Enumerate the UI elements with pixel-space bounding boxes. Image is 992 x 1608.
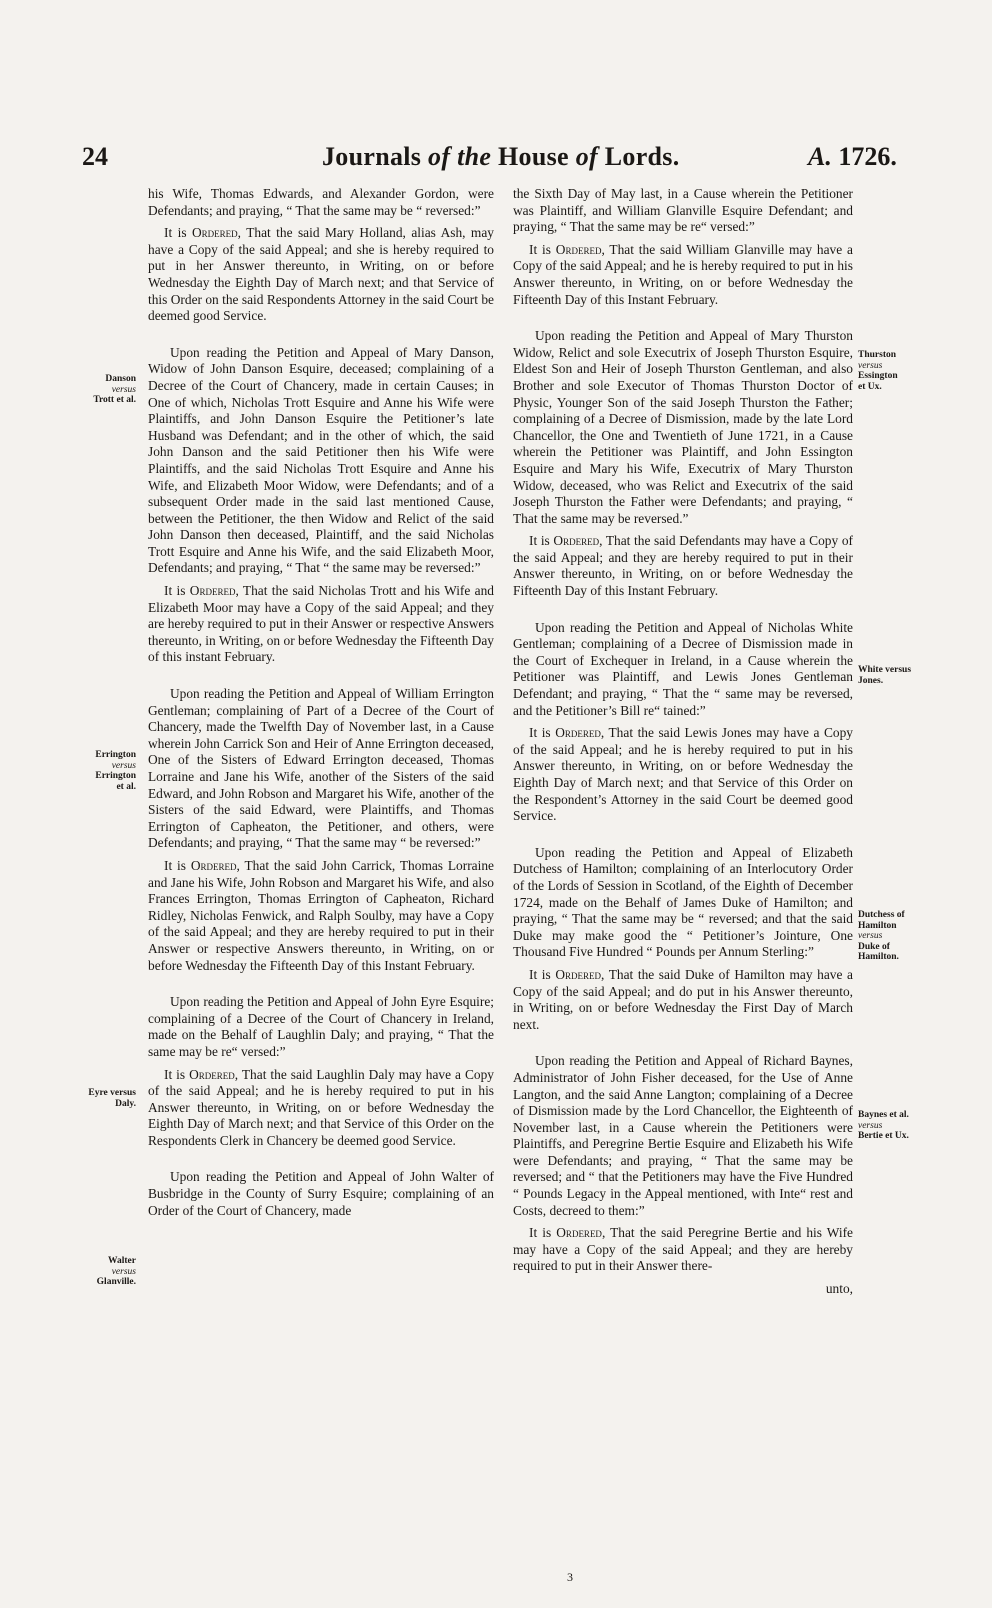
margin-line: Jones. [858,675,884,686]
margin-line: Daly. [115,1098,136,1109]
margin-line: Eyre versus [88,1088,136,1098]
order-lead: It is [529,1225,552,1241]
title-word: Journals [322,142,422,171]
order-text: , That the said Defendants may have a Copy of the said Appeal; and they are hereby required to put in their Answer thereunto, in Writing, on or before Wednesday the Fifteenth Day of this Instant February. [513,533,853,599]
margin-note-hamilton [858,910,922,963]
margin-note-baynes [858,1110,922,1142]
margin-line: Glanville. [96,1277,136,1287]
margin-line: Thurston [858,350,897,360]
margin-line: et Ux. [858,381,882,392]
margin-line: et al. [116,781,136,792]
order-lead: It is [164,1066,186,1082]
order-lead: It is [529,241,551,257]
page-number: 24 [82,142,108,171]
margin-line: Dutchess of [858,910,905,920]
margin-line: Walter [108,1256,136,1266]
ordered-word: Ordered [553,533,600,549]
order-paragraph [513,1225,853,1275]
margin-line: White versus [858,665,912,675]
order-text: , That the said Duke of Hamilton may have a Copy of the said Appeal; and do put in his Answer thereunto, in Writing, on or before Wednesday the First Day of March next. [513,966,853,1032]
title-word: of [575,142,598,171]
margin-line: Trott et al. [93,395,136,405]
ordered-word: Ordered [555,241,602,257]
order-paragraph [513,725,853,825]
ordered-word: Ordered [556,1225,602,1241]
ordered-word: Ordered [189,1066,235,1082]
order-lead: It is [529,533,550,549]
catchword: unto, [825,1281,853,1297]
left-column [148,186,494,1225]
order-text: , That the said John Carrick, Thomas Lorraine and Jane his Wife, John Robson and Margaret his Wife, and also Frances Errington, Thomas Errington of Capheaton, Richard Ridley, Nicholas Fenwick, and Ralph Soulby, may have a Copy of the said Appeal; and they are hereby required to put in their Answer or respective Answers thereunto, in Writing, on or before Wednesday the Fifteenth Day of this Instant February. [148,857,494,973]
margin-line: Hamilton [858,920,897,931]
petition-eyre: Upon reading the Petition and Appeal of John Eyre Esquire; complaining of a Decree of the Court of Chancery in Ireland, made on the Behalf of Laughlin Daly; and praying, “ That the same may be re“ versed:” [148,994,494,1059]
order-paragraph [513,967,853,1033]
margin-line: versus [111,760,136,771]
order-text: , That the said Laughlin Daly may have a Copy of the said Appeal; and he is hereby required to put in his Answer thereunto, in Writing, on or before Wednesday the Eighth Day of March next; and that Service of this Order on the Respondents Clerk in Chancery be deemed good Service. [148,1066,494,1148]
petition-errington: Upon reading the Petition and Appeal of William Errington Gentleman; complaining of Part of a Decree of the Court of Chancery, made the Twelfth Day of November last, in a Cause wherein John Carrick Son and Heir of Anne Errington deceased, One of the Sisters of Edward Errington deceased, Thomas Lorraine and Jane his Wife, another of the Sisters of the said Edward, and John Robson and Margaret his Wife, another of the Sisters of the said Edward, were Plaintiffs, and Thomas Errington of Capheaton, the Petitioner, and others, were Defendants; and praying, “ That the same may “ be reversed:” [148,686,494,851]
petition-thurston: Upon reading the Petition and Appeal of Mary Thurston Widow, Relict and sole Executrix of Joseph Thurston Esquire, Eldest Son and Heir of Joseph Thurston Gentleman, and also Brother and sole Executor of Thomas Thurston Doctor of Physic, Younger Son of the said Joseph Thurston the Father; complaining of a Decree of Dismission, made by the late Lord Chancellor, the One and Twentieth of June 1721, in a Cause wherein the Petitioner was Plaintiff, and John Essington Esquire and Mary his Wife, Executrix of Mary Thurston Widow, deceased, who was Relict and Executrix of the said Joseph Thurston the Father were Defendants; and praying, “ That the same may be reversed.” [513,328,853,526]
year-value: 1726. [838,142,897,171]
ordered-word: Ordered [189,583,236,599]
ordered-word: Ordered [555,725,601,741]
order-lead: It is [529,725,551,741]
margin-line: Bertie et Ux. [858,1131,909,1141]
signature-mark: 3 [567,1570,573,1584]
margin-note-white [858,665,922,686]
order-text: , That the said Nicholas Trott and his Wife and Elizabeth Moor may have a Copy of the said Appeal; and they are hereby required to put in their Answer or respective Answers thereunto, in Writing, on or before Wednesday the Fifteenth Day of this instant February. [148,583,494,665]
order-text: , That the said Mary Holland, alias Ash, may have a Copy of the said Appeal; and she is hereby required to put in her Answer thereunto, in Writing, on or before Wednesday the Eighth Day of March next; and that Service of this Order on the said Respondents Attorney in the said Court be deemed good Service. [148,225,494,324]
order-paragraph [148,1067,494,1150]
margin-line: Hamilton. [858,952,899,962]
order-paragraph [513,533,853,599]
petition-hamilton: Upon reading the Petition and Appeal of Elizabeth Dutchess of Hamilton; complaining of an Interlocutory Order of the Lords of Session in Scotland, of the Eighth of December 1724, made on the Behalf of James Duke of Hamilton; and praying, “ That the same may be “ reversed; and that the said Duke may make good the “ Petitioner’s Jointure, One Thousand Five Hundred “ Pounds per Annum Sterling:” [513,844,853,960]
margin-line: Duke of [858,941,890,952]
right-column [513,186,853,1304]
order-paragraph [148,583,494,666]
ordered-word: Ordered [555,966,601,982]
margin-line: versus [858,1120,883,1131]
petition-white: Upon reading the Petition and Appeal of Nicholas White Gentleman; complaining of a Decree of Dismission made in the Court of Exchequer in Ireland, in a Cause wherein the Petitioner was Plaintiff, and Lewis Jones Gentleman Defendant; and praying, “ That the “ same may be reversed, and the Petitioner’s Bill re“ tained:” [513,619,853,718]
margin-note-walter [70,1256,136,1288]
order-paragraph [513,242,853,308]
margin-line: versus [858,360,883,371]
order-lead: It is [164,857,186,873]
year-heading [808,142,897,172]
margin-note-eyre [70,1088,136,1109]
title-word: Lords. [604,142,680,171]
order-paragraph [148,858,494,974]
margin-note-errington [70,750,136,792]
running-title [322,142,680,172]
title-word: of [428,142,451,171]
margin-line: Errington [95,750,136,760]
title-word: House [498,142,569,171]
margin-line: Baynes et al. [858,1110,909,1120]
order-lead: It is [529,966,551,982]
margin-line: Essington [858,371,898,381]
order-text: , That the said William Glanville may have a Copy of the said Appeal; and he is hereby required to put in his Answer thereunto, in Writing, on or before Wednesday the Fifteenth Day of this Instant February. [513,241,853,307]
title-word: the [457,142,492,171]
order-text: , That the said Lewis Jones may have a Copy of the said Appeal; and he is hereby required to put in his Answer thereunto, in Writing, on or before Wednesday the Eighth Day of March next; and that Service of this Order on the Respondent’s Attorney in the said Court be deemed good Service. [513,725,853,824]
order-paragraph [148,225,494,325]
petition-baynes: Upon reading the Petition and Appeal of Richard Baynes, Administrator of John Fisher deceased, for the Use of Anne Langton, and the said Anne Langton; complaining of a Decree of Dismission made by the Lord Chancellor, the Eighteenth of November last, in a Cause wherein the Petitioners were Plaintiffs, and Peregrine Bertie Esquire and Elizabeth his Wife were Defendants; and praying, “ That the same may be reversed; and “ that the Petitioners may have the Five Hundred “ Pounds Legacy in the Appeal mentioned, with Inte“ rest and Costs, decreed to them:” [513,1053,853,1218]
margin-line: versus [111,384,136,395]
petition-danson: Upon reading the Petition and Appeal of Mary Danson, Widow of John Danson Esquire, deceased; complaining of a Decree of the Court of Chancery, made in certain Causes; in One of which, Nicholas Trott Esquire and Anne his Wife were Plaintiffs, and John Danson Esquire the Petitioner’s late Husband was Defendant; and in the other of which, the said John Danson and the said Petitioner then his Wife were Plaintiffs, and the said Nicholas Trott Esquire and Anne his Wife, and Elizabeth Moor Widow, were Defendants; and of a subsequent Order made in the said last mentioned Cause, between the Petitioner, the then Widow and Relict of the said John Danson then deceased, Plaintiff, and the said Nicholas Trott Esquire and Anne his Wife, and the said Elizabeth Moor, Defendants; and praying, “ That “ the same may be reversed:” [148,344,494,576]
margin-note-thurston [858,350,922,392]
order-text: , That the said Peregrine Bertie and his Wife may have a Copy of the said Appeal; and they are hereby required to put in their Answer there- [513,1225,853,1274]
paragraph: his Wife, Thomas Edwards, and Alexander Gordon, were Defendants; and praying, “ That the same may be “ reversed:” [148,186,494,218]
margin-note-danson [70,374,136,406]
page-header [0,142,992,182]
paragraph: the Sixth Day of May last, in a Cause wherein the Petitioner was Plaintiff, and William Glanville Esquire Defendant; and praying, “ That the same may be re“ versed:” [513,186,853,235]
ordered-word: Ordered [190,857,237,873]
petition-walter: Upon reading the Petition and Appeal of John Walter of Busbridge in the County of Surry Esquire; complaining of an Order of the Court of Chancery, made [148,1169,494,1218]
margin-line: Errington [95,771,136,781]
margin-line: Danson [105,374,136,384]
ordered-word: Ordered [191,225,238,241]
order-lead: It is [164,225,187,241]
year-prefix: A. [808,142,832,171]
order-lead: It is [164,583,186,599]
margin-line: versus [858,931,883,941]
margin-line: versus [111,1266,136,1277]
